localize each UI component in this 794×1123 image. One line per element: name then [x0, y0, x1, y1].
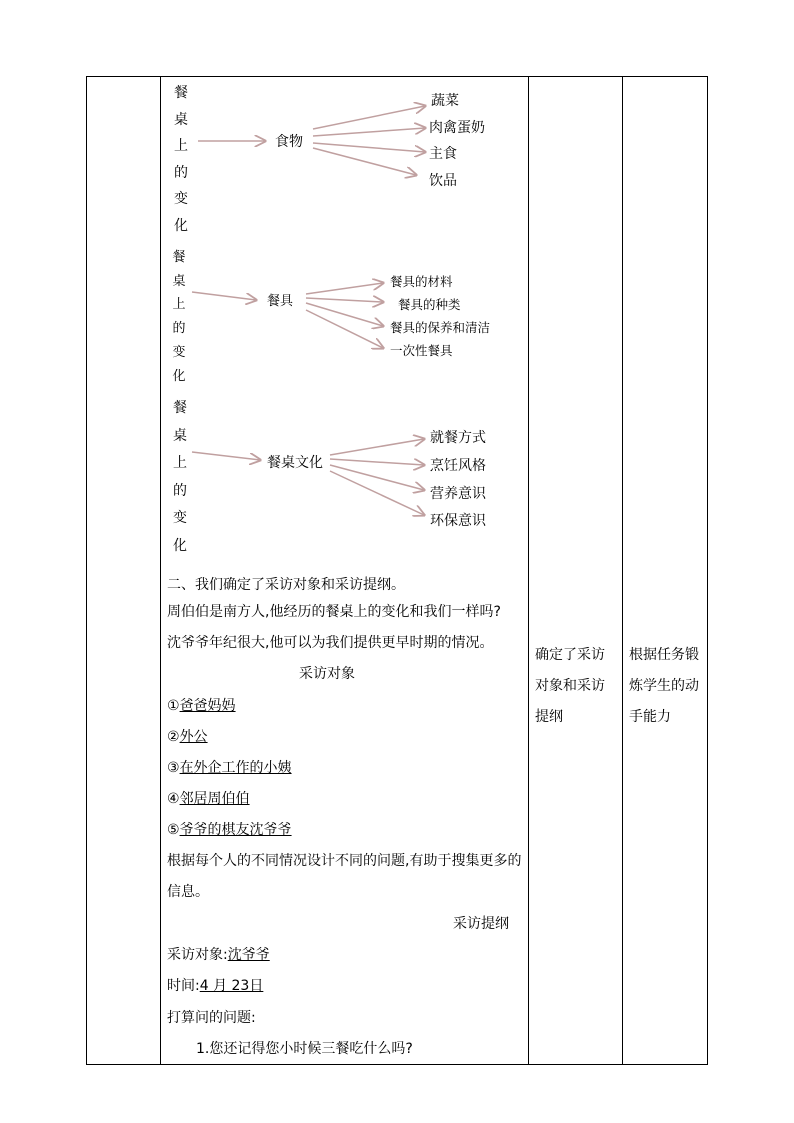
vertical-char: 餐 [173, 400, 187, 416]
vertical-char: 桌 [174, 111, 188, 128]
cell-line: 手能力 [629, 709, 671, 725]
diagram3-leaf: 烹饪风格 [430, 458, 486, 474]
interviewee-item [167, 697, 236, 715]
arrow-to-leaf [306, 283, 383, 294]
paragraph: 周伯伯是南方人,他经历的餐桌上的变化和我们一样吗? [167, 604, 501, 620]
field-label: 采访对象: [167, 947, 228, 963]
item-text: 在外企工作的小姨 [179, 760, 292, 776]
vertical-char: 上 [174, 138, 188, 154]
arrow-to-leaf [306, 310, 383, 348]
vertical-char: 的 [172, 321, 186, 337]
arrow-to-leaf [306, 303, 383, 326]
interviewees-title: 采访对象 [299, 666, 355, 682]
cell-line: 对象和采访 [535, 678, 605, 694]
item-number: ④ [167, 791, 180, 807]
interviewee-item [167, 759, 292, 777]
arrow-to-leaf [313, 143, 425, 152]
field-value: 沈爷爷 [227, 947, 270, 963]
vertical-char: 上 [172, 297, 186, 313]
field-label: 时间: [167, 978, 200, 994]
field-value: 4 月 23日 [199, 978, 264, 994]
vertical-char: 化 [173, 537, 187, 554]
question-item: 1.您还记得您小时候三餐吃什么吗? [196, 1041, 413, 1057]
vertical-char: 桌 [172, 273, 186, 289]
diagram3-leaf: 就餐方式 [430, 430, 486, 446]
vertical-char: 上 [173, 455, 187, 472]
interviewee-item [167, 728, 208, 746]
cell-line: 炼学生的动 [629, 678, 699, 694]
diagram3-leaf: 环保意识 [430, 513, 486, 529]
section-heading: 二、我们确定了采访对象和采访提纲。 [167, 577, 405, 593]
vertical-label-3 [171, 395, 189, 561]
item-number: ② [167, 729, 180, 745]
cell-line: 提纲 [535, 709, 563, 725]
diagram3-center: 餐桌文化 [267, 455, 323, 471]
cell-line: 确定了采访 [535, 647, 605, 663]
diagram2-center: 餐具 [267, 294, 294, 309]
vertical-label-2 [170, 246, 188, 388]
diagram1-leaf: 蔬菜 [431, 93, 459, 109]
diagram1-leaf: 肉禽蛋奶 [429, 120, 485, 136]
vertical-char: 化 [174, 217, 188, 234]
diagram2-leaf: 餐具的保养和清洁 [390, 320, 491, 335]
vertical-char: 的 [173, 482, 187, 499]
diagram1-leaf: 饮品 [429, 173, 457, 189]
item-text: 爷爷的棋友沈爷爷 [179, 822, 292, 838]
vertical-label-1 [172, 80, 190, 239]
arrow-to-culture [192, 452, 260, 460]
paragraph: 根据每个人的不同情况设计不同的问题,有助于搜集更多的 [167, 853, 522, 869]
diagram2-leaf: 餐具的材料 [390, 274, 453, 289]
arrow-to-leaf [313, 128, 425, 136]
arrow-to-leaf [313, 106, 425, 129]
purpose-cell [629, 640, 699, 733]
vertical-char: 的 [174, 164, 188, 181]
item-text: 爸爸妈妈 [179, 698, 236, 714]
arrow-to-leaf [306, 298, 383, 302]
outline-title: 采访提纲 [453, 916, 509, 932]
interviewee-item [167, 821, 292, 839]
diagram3-leaf: 营养意识 [430, 486, 486, 502]
vertical-char: 化 [172, 368, 186, 384]
item-text: 邻居周伯伯 [179, 791, 250, 807]
item-number: ① [167, 698, 180, 714]
diagram1-center: 食物 [275, 134, 303, 150]
goal-cell [535, 640, 605, 733]
vertical-char: 餐 [174, 85, 188, 101]
arrow-to-leaf [330, 439, 424, 455]
vertical-char: 桌 [173, 427, 187, 444]
arrow-to-leaf [330, 459, 424, 465]
arrow-to-tableware [192, 292, 256, 300]
paragraph: 沈爷爷年纪很大,他可以为我们提供更早时期的情况。 [167, 635, 494, 651]
vertical-char: 餐 [172, 250, 186, 265]
item-text: 外公 [179, 729, 208, 745]
vertical-char: 变 [172, 344, 186, 360]
interviewee-item [167, 790, 250, 808]
item-number: ③ [167, 760, 180, 776]
interview-time-line [167, 977, 263, 995]
paragraph: 信息。 [167, 884, 209, 900]
item-number: ⑤ [167, 822, 180, 838]
cell-line: 根据任务锻 [629, 647, 699, 663]
diagram2-leaf: 餐具的种类 [398, 297, 461, 312]
vertical-char: 变 [173, 510, 187, 527]
diagram2-leaf: 一次性餐具 [390, 343, 453, 358]
arrow-to-leaf [313, 148, 416, 175]
vertical-char: 变 [174, 191, 188, 207]
diagram1-leaf: 主食 [429, 146, 457, 162]
questions-label: 打算问的问题: [167, 1010, 256, 1026]
interview-object-line [167, 946, 270, 964]
